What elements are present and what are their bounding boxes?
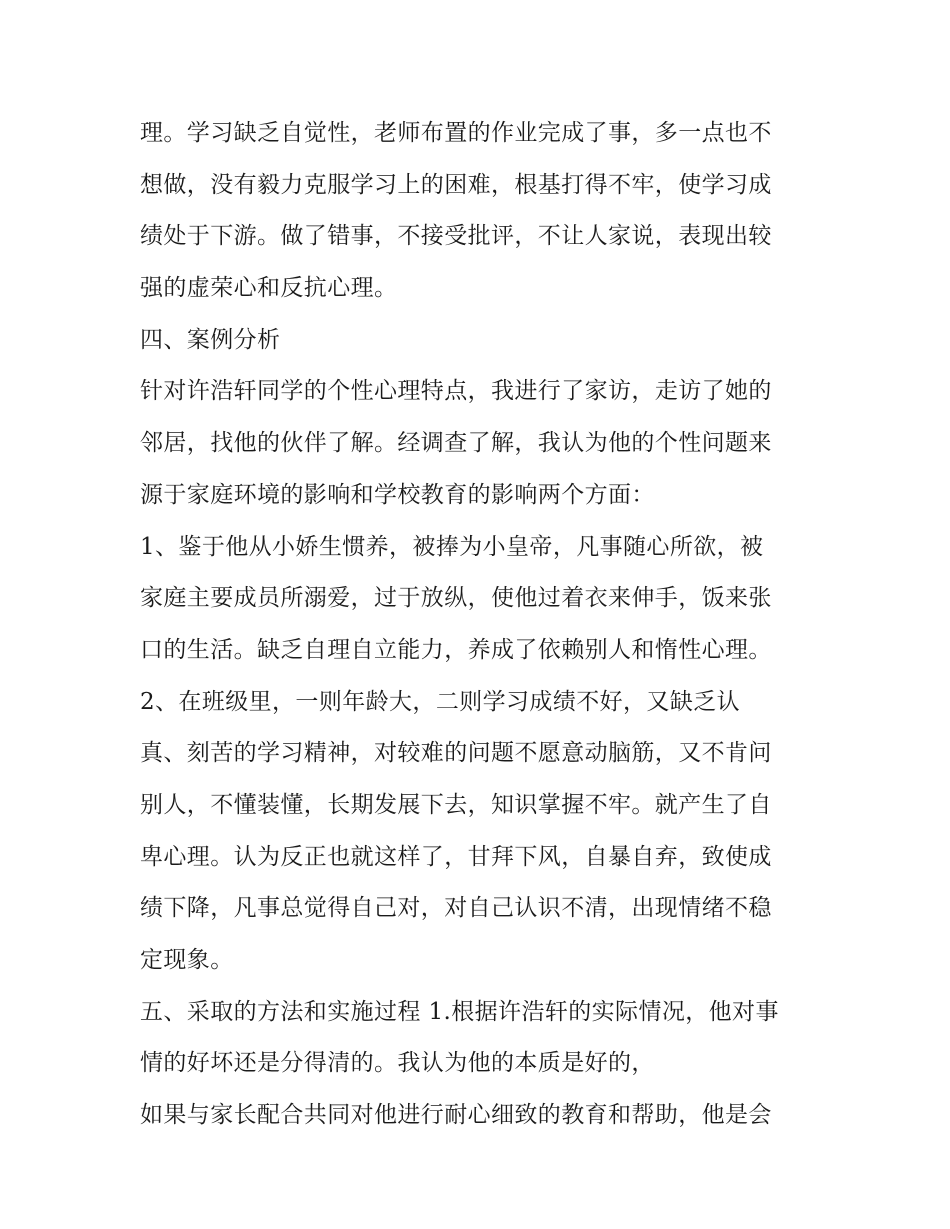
text-line: 别人，不懂装懂，长期发展下去，知识掌握不牢。就产生了自: [140, 791, 772, 818]
section-heading: 五、采取的方法和实施过程 1.根据许浩轩的实际情况，他对事: [140, 998, 779, 1025]
text-line: 强的虚荣心和反抗心理。: [140, 275, 398, 302]
section-heading: 四、案例分析: [140, 326, 281, 353]
text-line: 针对许浩轩同学的个性心理特点，我进行了家访，走访了她的: [140, 378, 772, 405]
list-item-line: 1、鉴于他从小娇生惯养，被捧为小皇帝，凡事随心所欲，被: [140, 533, 764, 560]
text-line: 绩处于下游。做了错事，不接受批评，不让人家说，表现出较: [140, 223, 772, 250]
text-line: 家庭主要成员所溺爱，过于放纵，使他过着衣来伸手，饭来张: [140, 585, 772, 612]
text-line: 情的好坏还是分得清的。我认为他的本质是好的，: [140, 1050, 655, 1077]
list-item-line: 2、在班级里，一则年龄大，二则学习成绩不好，又缺乏认: [140, 688, 741, 715]
text-line: 真、刻苦的学习精神，对较难的问题不愿意动脑筋，又不肯问: [140, 740, 772, 767]
text-line: 源于家庭环境的影响和学校教育的影响两个方面：: [140, 481, 655, 508]
text-line: 如果与家长配合共同对他进行耐心细致的教育和帮助，他是会: [140, 1102, 772, 1129]
document-body: [140, 108, 820, 1142]
text-line: 邻居，找他的伙伴了解。经调查了解，我认为他的个性问题来: [140, 430, 772, 457]
text-line: 卑心理。认为反正也就这样了，甘拜下风，自暴自弃，致使成: [140, 843, 772, 870]
text-line: 定现象。: [140, 947, 234, 973]
text-line: 理。学习缺乏自觉性，老师布置的作业完成了事，多一点也不: [140, 120, 772, 146]
text-line: 口的生活。缺乏自理自立能力，养成了依赖别人和惰性心理。: [140, 636, 772, 663]
text-line: 想做，没有毅力克服学习上的困难，根基打得不牢，使学习成: [140, 171, 772, 198]
text-line: 绩下降，凡事总觉得自己对，对自己认识不清，出现情绪不稳: [140, 895, 772, 922]
